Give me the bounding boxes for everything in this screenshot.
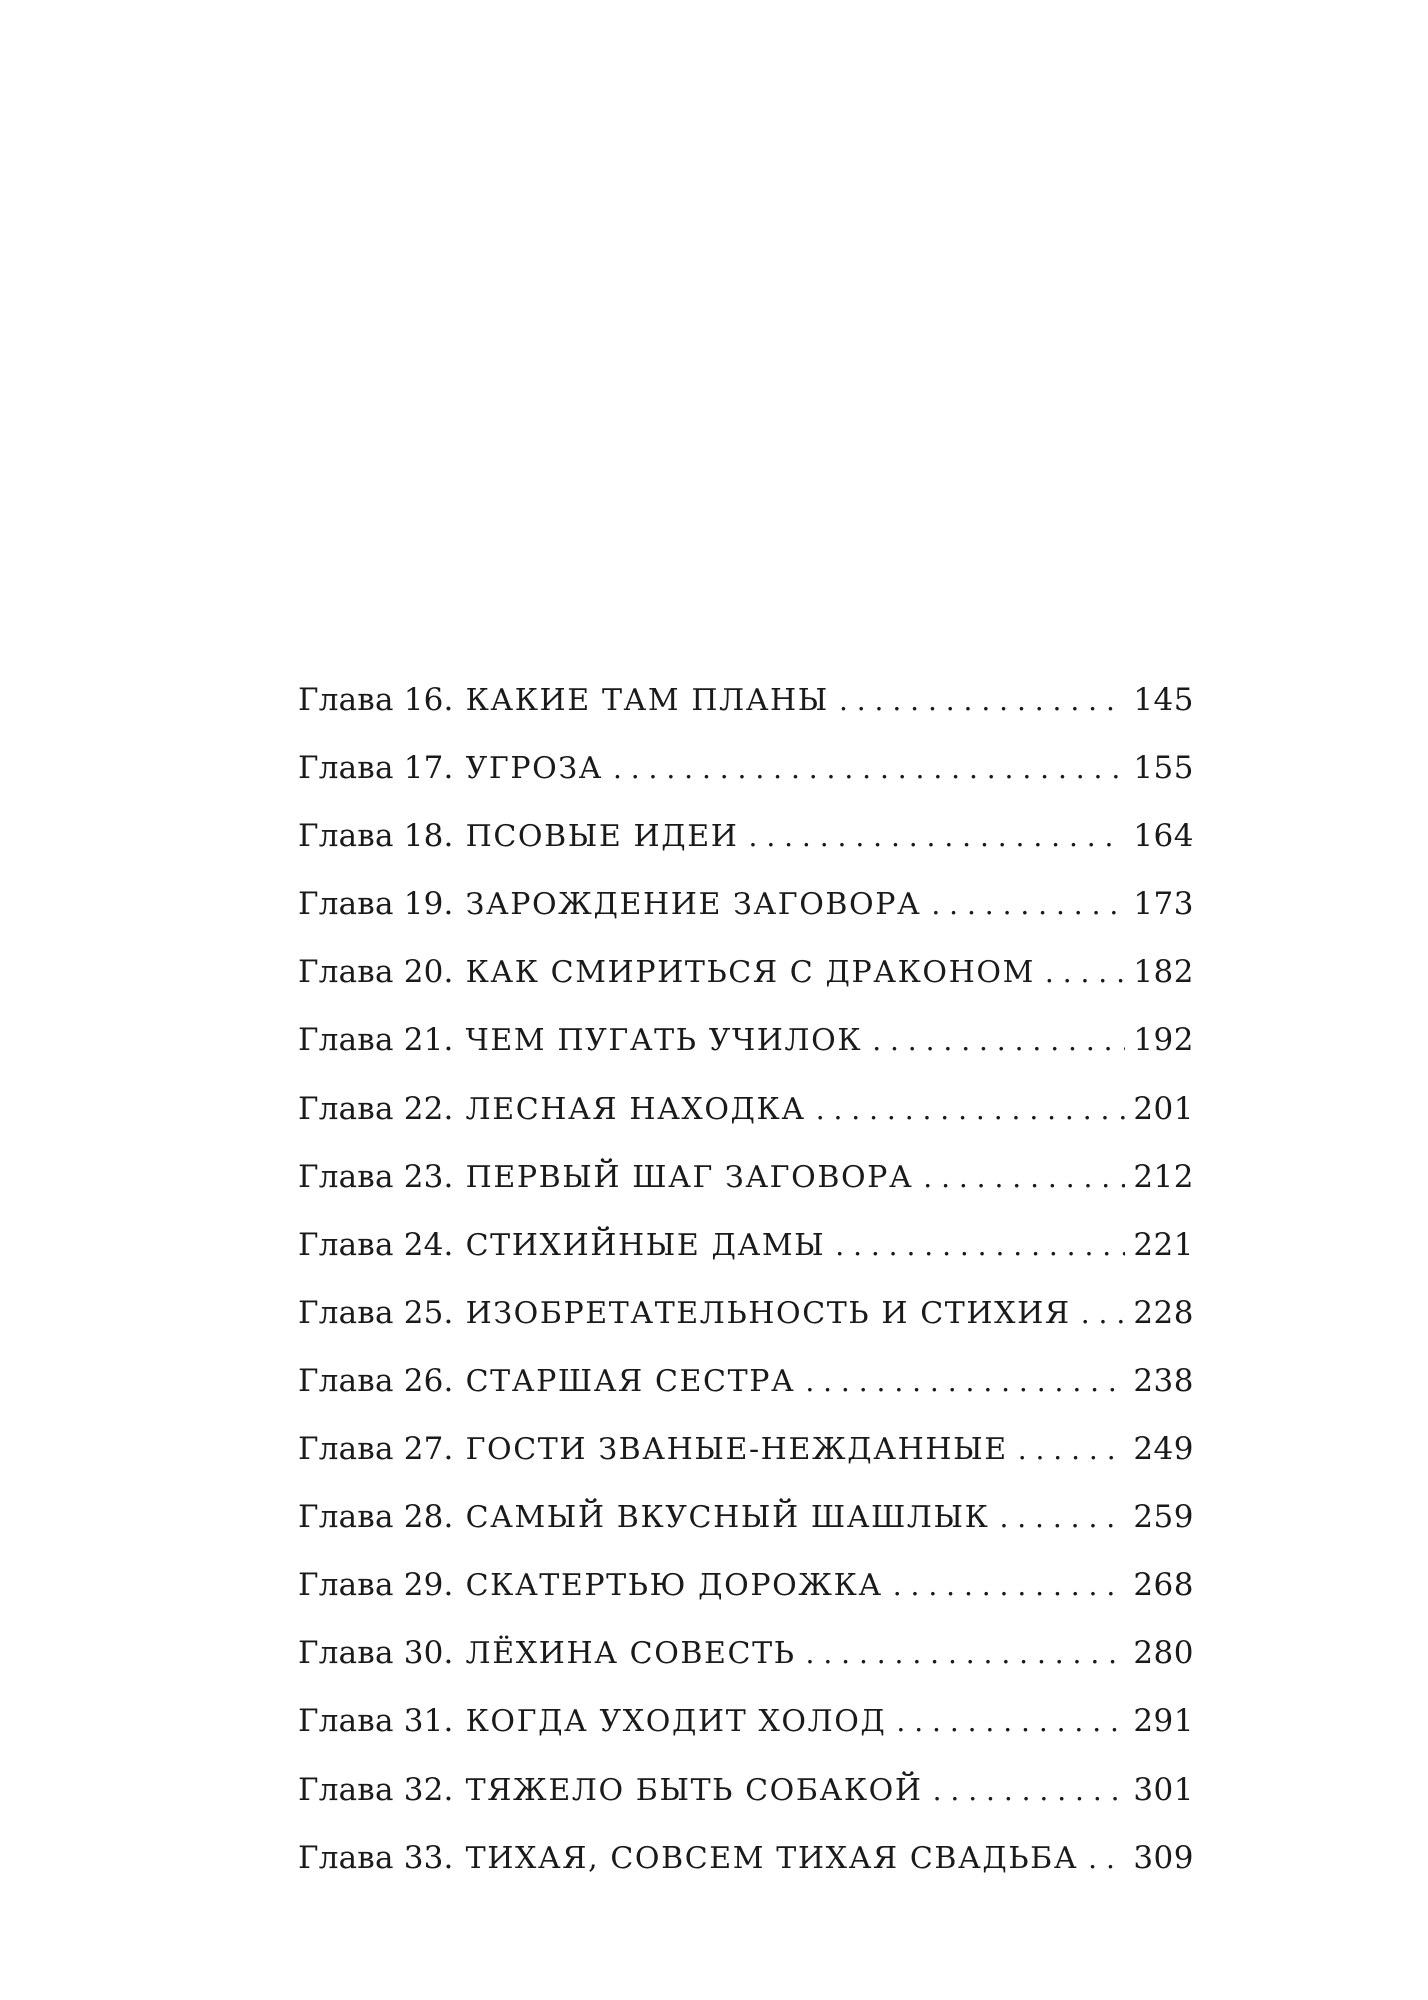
chapter-label: Глава 23. — [298, 1158, 454, 1195]
chapter-label: Глава 18. — [298, 818, 454, 855]
page-number: 249 — [1133, 1431, 1194, 1468]
page-number: 259 — [1133, 1499, 1194, 1536]
toc-entry — [298, 1006, 1194, 1074]
chapter-label: Глава 19. — [298, 886, 454, 923]
chapter-title: КОГДА УХОДИТ ХОЛОД — [465, 1704, 887, 1740]
chapter-label: Глава 20. — [298, 954, 454, 991]
chapter-title: ЛЁХИНА СОВЕСТЬ — [465, 1636, 796, 1672]
dot-leader — [613, 735, 1125, 803]
chapter-label: Глава 30. — [298, 1635, 454, 1672]
dot-leader — [1045, 939, 1125, 1007]
page-number: 192 — [1133, 1022, 1194, 1059]
chapter-label: Глава 26. — [298, 1362, 454, 1399]
chapter-title: ГОСТИ ЗВАНЫЕ-НЕЖДАННЫЕ — [465, 1432, 1008, 1468]
dot-leader — [893, 1552, 1126, 1620]
chapter-label: Глава 24. — [298, 1226, 454, 1263]
chapter-label: Глава 32. — [298, 1771, 454, 1808]
toc-entry — [298, 1824, 1194, 1892]
chapter-title: СКАТЕРТЬЮ ДОРОЖКА — [465, 1568, 883, 1604]
dot-leader — [933, 1757, 1126, 1825]
page-number: 301 — [1133, 1771, 1194, 1808]
toc-entry — [298, 1279, 1194, 1347]
toc-entry — [298, 1075, 1194, 1143]
page-number: 145 — [1133, 682, 1194, 718]
toc-entry — [298, 1687, 1194, 1755]
page-number: 291 — [1133, 1703, 1194, 1740]
toc-entry — [298, 1756, 1194, 1824]
toc-entry — [298, 1347, 1194, 1415]
chapter-label: Глава 17. — [298, 750, 454, 787]
chapter-label: Глава 28. — [298, 1499, 454, 1536]
chapter-title: ТЯЖЕЛО БЫТЬ СОБАКОЙ — [465, 1772, 923, 1808]
page-number: 212 — [1133, 1158, 1194, 1195]
chapter-title: ЛЕСНАЯ НАХОДКА — [465, 1091, 806, 1127]
chapter-title: ТИХАЯ, СОВСЕМ ТИХАЯ СВАДЬБА — [465, 1840, 1079, 1876]
dot-leader — [931, 871, 1125, 939]
chapter-label: Глава 27. — [298, 1431, 454, 1468]
page-number: 280 — [1133, 1635, 1194, 1672]
chapter-label: Глава 22. — [298, 1090, 454, 1127]
toc-entry — [298, 802, 1194, 870]
chapter-title: ЧЕМ ПУГАТЬ УЧИЛОК — [465, 1023, 863, 1059]
page-number: 164 — [1133, 818, 1194, 855]
page-number: 173 — [1133, 886, 1194, 923]
toc-entry — [298, 938, 1194, 1006]
page-number: 309 — [1133, 1839, 1194, 1876]
toc-entry — [298, 1211, 1194, 1279]
chapter-title: КАК СМИРИТЬСЯ С ДРАКОНОМ — [465, 955, 1035, 991]
dot-leader — [805, 1348, 1125, 1416]
dot-leader — [872, 1007, 1125, 1075]
chapter-label: Глава 31. — [298, 1703, 454, 1740]
chapter-label: Глава 29. — [298, 1567, 454, 1604]
page-number: 228 — [1133, 1294, 1194, 1331]
page-number: 268 — [1133, 1567, 1194, 1604]
page-number: 238 — [1133, 1362, 1194, 1399]
toc-entry — [298, 1415, 1194, 1483]
dot-leader — [816, 1076, 1126, 1144]
toc-entry — [298, 1143, 1194, 1211]
page-number: 155 — [1133, 750, 1194, 787]
page-number: 182 — [1133, 954, 1194, 991]
toc-entry — [298, 1483, 1194, 1551]
chapter-title: ИЗОБРЕТАТЕЛЬНОСТЬ И СТИХИЯ — [465, 1295, 1071, 1331]
toc-entry — [298, 870, 1194, 938]
chapter-title: ПЕРВЫЙ ШАГ ЗАГОВОРА — [465, 1159, 914, 1195]
chapter-title: ПСОВЫЕ ИДЕИ — [465, 819, 739, 855]
chapter-title: КАКИЕ ТАМ ПЛАНЫ — [465, 683, 829, 718]
chapter-label: Глава 25. — [298, 1294, 454, 1331]
page-number: 221 — [1133, 1226, 1194, 1263]
toc-entry — [298, 666, 1194, 734]
chapter-title: СТАРШАЯ СЕСТРА — [465, 1363, 796, 1399]
dot-leader — [1088, 1825, 1125, 1893]
dot-leader — [806, 1620, 1126, 1688]
chapter-title: САМЫЙ ВКУСНЫЙ ШАШЛЫК — [465, 1500, 990, 1536]
chapter-label: Глава 16. — [298, 682, 454, 718]
dot-leader — [999, 1484, 1125, 1552]
dot-leader — [1018, 1416, 1126, 1484]
chapter-title: УГРОЗА — [465, 751, 603, 787]
toc-entry — [298, 1551, 1194, 1619]
dot-leader — [896, 1688, 1125, 1756]
dot-leader — [835, 1212, 1125, 1280]
toc-entry — [298, 1619, 1194, 1687]
toc-entry — [298, 734, 1194, 802]
table-of-contents — [298, 666, 1194, 1892]
chapter-label: Глава 33. — [298, 1839, 454, 1876]
chapter-label: Глава 21. — [298, 1022, 454, 1059]
chapter-title: ЗАРОЖДЕНИЕ ЗАГОВОРА — [465, 887, 922, 923]
dot-leader — [1081, 1280, 1126, 1348]
dot-leader — [923, 1144, 1125, 1212]
page-number: 201 — [1133, 1090, 1194, 1127]
chapter-title: СТИХИЙНЫЕ ДАМЫ — [465, 1227, 826, 1263]
dot-leader — [839, 667, 1125, 735]
dot-leader — [749, 803, 1126, 871]
